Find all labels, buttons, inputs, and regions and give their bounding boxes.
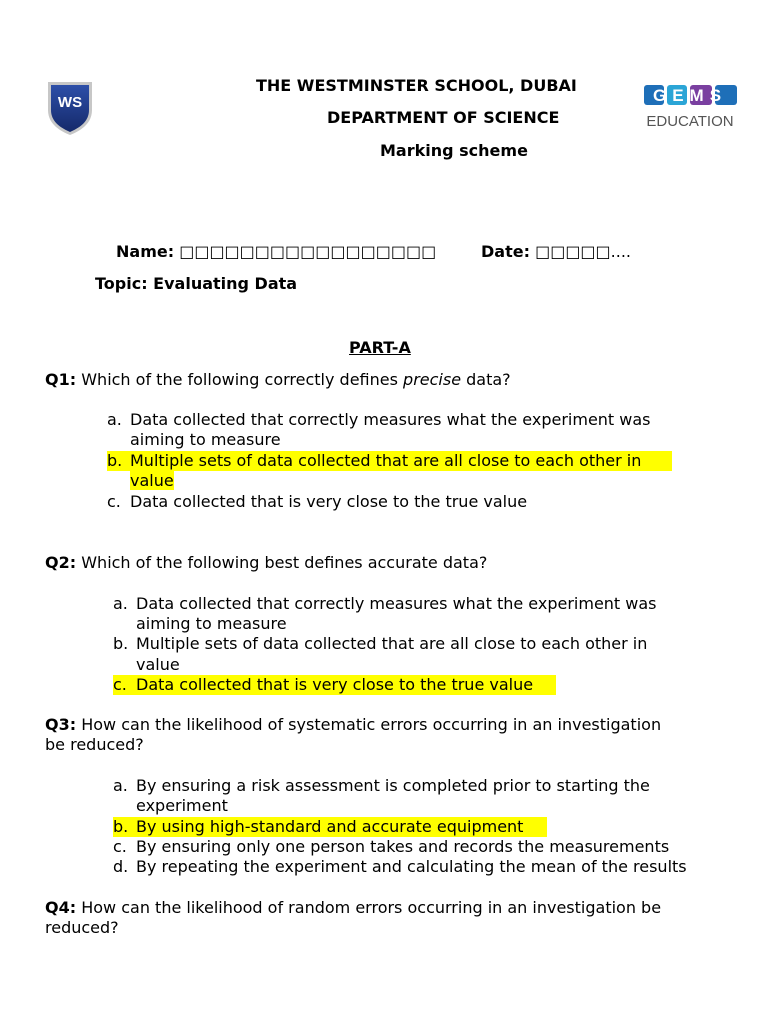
option-letter: c. (113, 837, 127, 856)
question-4 (45, 898, 661, 917)
question-text: Which of the following correctly defines (76, 370, 404, 389)
westminster-school-logo (46, 80, 94, 136)
option-text: By ensuring only one person takes and records the measurements (136, 837, 670, 856)
name-value: □□□□□□□□□□□□□□□□□ (179, 242, 437, 261)
date-value: □□□□□.... (535, 242, 632, 261)
question-text: How can the likelihood of random errors occurring in an investigation be (76, 898, 662, 917)
option-text: Data collected that correctly measures what the experiment was (130, 410, 651, 429)
question-2 (45, 553, 487, 572)
date-label: Date: (481, 242, 530, 261)
option-text: value (136, 655, 180, 674)
option-letter: a. (113, 776, 128, 795)
department-title: DEPARTMENT OF SCIENCE (327, 108, 560, 127)
gems-logo-text: GEMS (652, 86, 728, 105)
option-text: By repeating the experiment and calculating the mean of the results (136, 857, 687, 876)
answer-option (107, 410, 122, 429)
option-letter: a. (107, 410, 122, 429)
option-text: Data collected that correctly measures what the experiment was (136, 594, 657, 613)
option-text: Data collected that is very close to the true value (136, 675, 534, 694)
question-label: Q2: (45, 553, 77, 572)
option-letter: a. (113, 594, 128, 613)
question-label: Q4: (45, 898, 77, 917)
question-emphasis: precise (403, 370, 462, 389)
gems-education-logo (643, 82, 739, 130)
question-label: Q1: (45, 370, 77, 389)
option-text: By ensuring a risk assessment is completed prior to starting the (136, 776, 650, 795)
option-letter: b. (113, 817, 129, 836)
option-letter: c. (113, 675, 127, 694)
name-label: Name: (116, 242, 175, 261)
gems-logo-subtext: EDUCATION (646, 113, 734, 130)
question-1 (45, 370, 511, 389)
option-text: Multiple sets of data collected that are all close to each other in (130, 451, 642, 470)
ws-logo-text: WS (57, 94, 83, 111)
option-letter: b. (107, 451, 123, 470)
question-text: Which of the following best defines accurate data? (76, 553, 488, 572)
option-text: Data collected that is very close to the true value (130, 492, 528, 511)
option-text: aiming to measure (136, 614, 287, 633)
topic-line: Topic: Evaluating Data (95, 274, 298, 293)
question-3 (45, 715, 661, 734)
option-text: value (130, 471, 174, 490)
school-title: THE WESTMINSTER SCHOOL, DUBAI (256, 76, 577, 95)
option-letter: c. (107, 492, 121, 511)
date-row (481, 242, 631, 261)
question-text: be reduced? (45, 735, 144, 754)
option-text: experiment (136, 796, 228, 815)
question-text: data? (461, 370, 511, 389)
option-letter: b. (113, 634, 129, 653)
name-row (116, 242, 436, 261)
question-label: Q3: (45, 715, 77, 734)
part-title: PART-A (349, 338, 411, 357)
option-text: aiming to measure (130, 430, 281, 449)
question-text: reduced? (45, 918, 119, 937)
option-letter: d. (113, 857, 129, 876)
option-text: By using high-standard and accurate equipment (136, 817, 524, 836)
option-text: Multiple sets of data collected that are all close to each other in (136, 634, 648, 653)
question-text: How can the likelihood of systematic errors occurring in an investigation (76, 715, 662, 734)
doc-type-title: Marking scheme (380, 141, 528, 160)
